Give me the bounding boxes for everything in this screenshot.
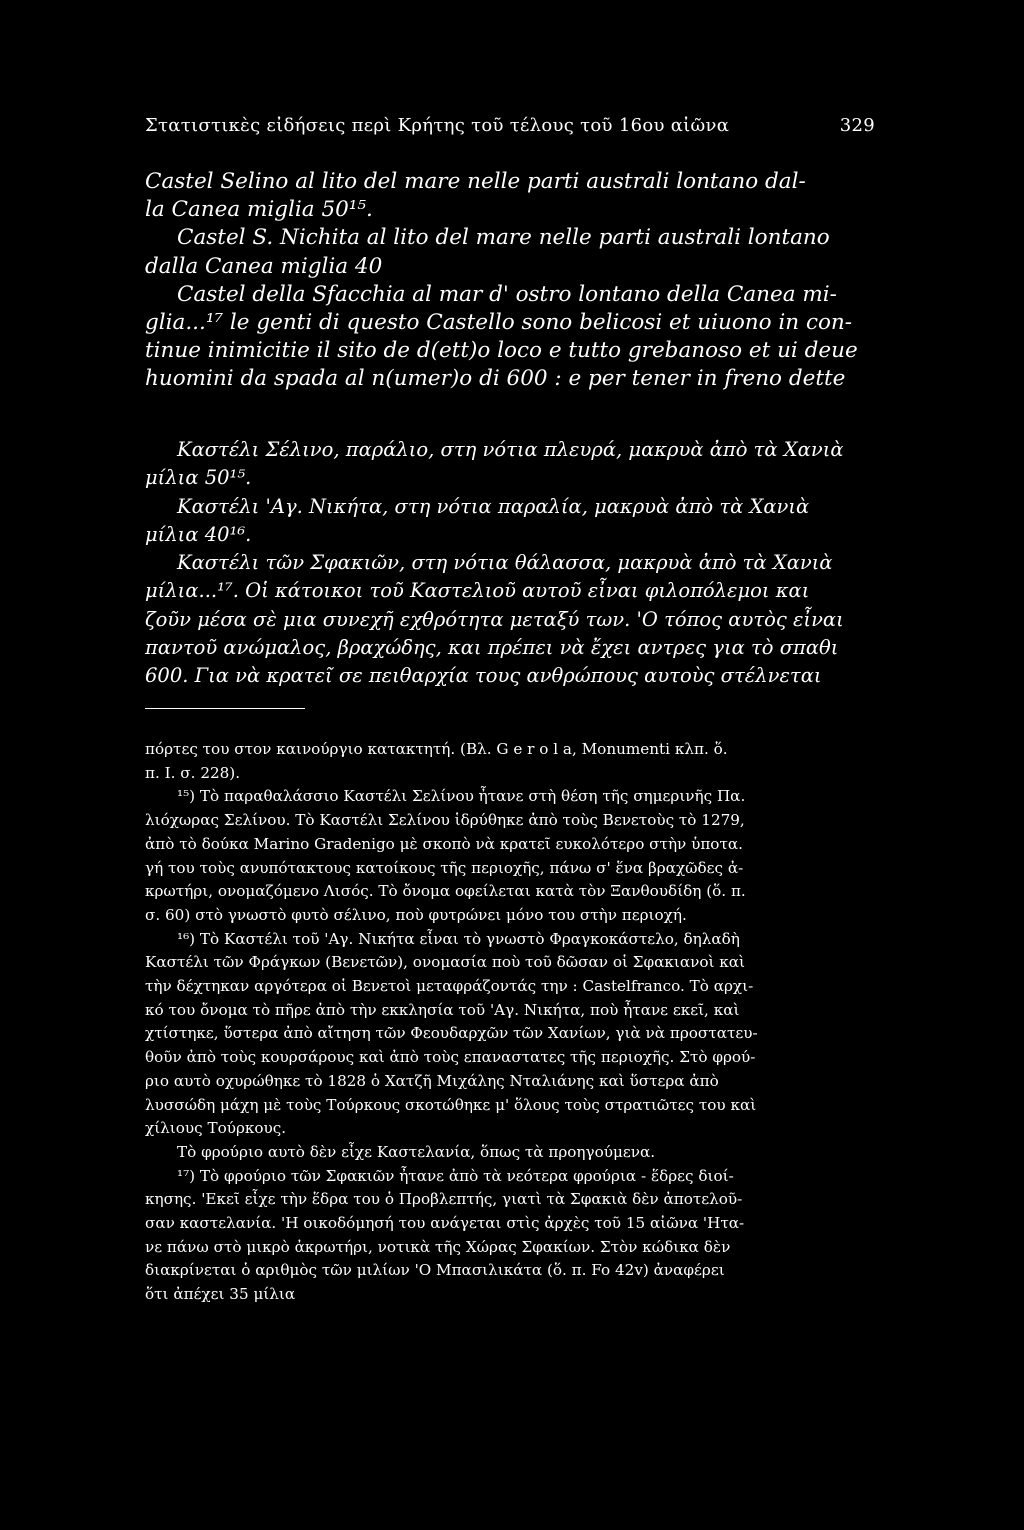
greek-line: μίλια 50¹⁵.	[145, 466, 252, 490]
greek-line: παντοῦ ανώμαλος, βραχώδης, και πρέπει νὰ ἔχει αντρες για τὸ σπαθι	[145, 636, 839, 660]
greek-line: ζοῦν μέσα σὲ μια συνεχῆ εχθρότητα μεταξύ των. 'Ο τόπος αυτὸς εἶναι	[145, 607, 844, 631]
footnote-line: Καστέλι τῶν Φράγκων (Βενετῶν), ονομασία ποὺ τοῦ δῶσαν οἱ Σφακιανοὶ καὶ	[145, 953, 745, 972]
footnote-line: λιόχωρας Σελίνου. Τὸ Καστέλι Σελίνου ἱδρύθηκε ἀπὸ τοὺς Βενετοὺς τὸ 1279,	[145, 811, 745, 830]
italian-line: glia...¹⁷ le genti di questo Castello sono belicosi et uiuono in con-	[145, 310, 853, 336]
footnote-line: κό του ὄνομα τὸ πῆρε ἀπὸ τὴν εκκλησία τοῦ 'Αγ. Νικήτα, ποὺ ἦτανε εκεῖ, καὶ	[145, 1000, 740, 1019]
greek-line: Καστέλι 'Αγ. Νικήτα, στη νότια παραλία, μακρυὰ ἀπὸ τὰ Χανιὰ	[177, 494, 810, 518]
italian-line: Castel della Sfacchia al mar d' ostro lontano della Canea mi-	[177, 281, 837, 307]
greek-line: μίλια 40¹⁶.	[145, 522, 252, 546]
footnote-line: σαν καστελανία. 'Η οικοδόμησή του ανάγεται στὶς ἀρχὲς τοῦ 15 αἰῶνα 'Ητα-	[145, 1214, 745, 1233]
greek-line: μίλια...¹⁷. Οἱ κάτοικοι τοῦ Καστελιοῦ αυτοῦ εἶναι φιλοπόλεμοι και	[145, 579, 810, 603]
footnote-line: κρωτήρι, ονομαζόμενο Λισός. Τὸ ὄνομα οφείλεται κατὰ τὸν Ξανθουδίδη (ὅ. π.	[145, 882, 746, 901]
page-header	[145, 115, 875, 136]
footnote-line: σ. 60) στὸ γνωστὸ φυτὸ σέλινο, ποὺ φυτρώνει μόνο του στὴν περιοχή.	[145, 905, 687, 924]
footnote-line: ριο αυτὸ οχυρώθηκε τὸ 1828 ὁ Χατζῆ Μιχάλης Νταλιάνης καὶ ὕστερα ἀπὸ	[145, 1071, 719, 1090]
footnote-line: χτίστηκε, ὕστερα ἀπὸ αἴτηση τῶν Φεουδαρχῶν τῶν Χανίων, γιὰ νὰ προστατευ-	[145, 1024, 758, 1043]
footnote-line: διακρίνεται ὁ αριθμὸς τῶν μιλίων 'Ο Μπασιλικάτα (ὅ. π. Fo 42v) ἀναφέρει	[145, 1261, 725, 1280]
footnote-line: ¹⁶) Τὸ Καστέλι τοῦ 'Αγ. Νικήτα εἶναι τὸ γνωστὸ Φραγκοκάστελο, δηλαδὴ	[177, 929, 740, 948]
page-number: 329	[839, 115, 875, 136]
italian-line: dalla Canea miglia 40	[145, 253, 383, 279]
footnote-line: γή του τοὺς ανυπότακτους κατοίκους τῆς περιοχῆς, πάνω σ' ἕνα βραχῶδες ἀ-	[145, 858, 744, 877]
greek-line: Καστέλι τῶν Σφακιῶν, στη νότια θάλασσα, μακρυὰ ἀπὸ τὰ Χανιὰ	[177, 551, 833, 575]
footnote-line: κησης. 'Εκεῖ εἶχε τὴν ἕδρα του ὁ Προβλεπτής, γιατὶ τὰ Σφακιὰ δὲν ἀποτελοῦ-	[145, 1190, 743, 1209]
footnote-divider	[145, 708, 305, 709]
footnote-line: ἀπὸ τὸ δούκα Marino Gradenigo μὲ σκοπὸ νὰ κρατεῖ ευκολότερο στὴν ὑποτα.	[145, 834, 743, 853]
footnote-line: ὅτι ἀπέχει 35 μίλια	[145, 1285, 296, 1304]
italian-line: Castel Selino al lito del mare nelle parti australi lontano dal-	[145, 169, 806, 194]
italian-line: la Canea miglia 50¹⁵.	[145, 197, 373, 223]
footnote-line: πόρτες του στον καινούργιο κατακτητή. (Βλ. G e r o l a, Monumenti κλπ. ὅ.	[145, 740, 728, 758]
footnote-line: π. Ι. σ. 228).	[145, 763, 241, 782]
footnote-line: τὴν δέχτηκαν αργότερα οἱ Βενετοὶ μεταφράζοντάς την : Castelfranco. Τὸ αρχι-	[145, 977, 754, 996]
footnotes	[145, 738, 835, 1307]
footnote-line: Τὸ φρούριο αυτὸ δὲν εἶχε Καστελανία, ὅπως τὰ προηγούμενα.	[177, 1142, 656, 1161]
footnote-line: ¹⁷) Τὸ φρούριο τῶν Σφακιῶν ἦτανε ἀπὸ τὰ νεότερα φρούρια - ἕδρες διοί-	[177, 1166, 734, 1185]
italian-source-text	[145, 168, 858, 394]
greek-translation	[145, 436, 845, 691]
italian-line: huomini da spada al n(umer)o di 600 : e per tener in freno dette	[145, 366, 846, 392]
footnote-line: χίλιους Τούρκους.	[145, 1119, 287, 1138]
greek-line: 600. Για νὰ κρατεῖ σε πειθαρχία τους ανθρώπους αυτοὺς στέλνεται	[145, 664, 822, 688]
footnote-line: θοῦν ἀπὸ τοὺς κουρσάρους καὶ ἀπὸ τοὺς επαναστατες τῆς περιοχῆς. Στὸ φρού-	[145, 1048, 756, 1067]
greek-line: Καστέλι Σέλινο, παράλιο, στη νότια πλευρά, μακρυὰ ἀπὸ τὰ Χανιὰ	[177, 438, 844, 461]
italian-line: Castel S. Nichita al lito del mare nelle parti australi lontano	[177, 225, 830, 251]
footnote-line: νε πάνω στὸ μικρὸ ἀκρωτήρι, νοτικὰ τῆς Χώρας Σφακίων. Στὸν κώδικα δὲν	[145, 1237, 731, 1256]
footnote-line: λυσσώδη μάχη μὲ τοὺς Τούρκους σκοτώθηκε μ' ὅλους τοὺς στρατιῶτες του καὶ	[145, 1095, 757, 1114]
running-title: Στατιστικὲς εἰδήσεις περὶ Κρήτης τοῦ τέλους τοῦ 16ου αἰῶνα	[145, 115, 730, 136]
italian-line: tinue inimicitie il sito de d(ett)o loco e tutto grebanoso et ui deue	[145, 338, 858, 364]
footnote-line: ¹⁵) Τὸ παραθαλάσσιο Καστέλι Σελίνου ἦτανε στὴ θέση τῆς σημερινῆς Πα.	[177, 787, 746, 806]
